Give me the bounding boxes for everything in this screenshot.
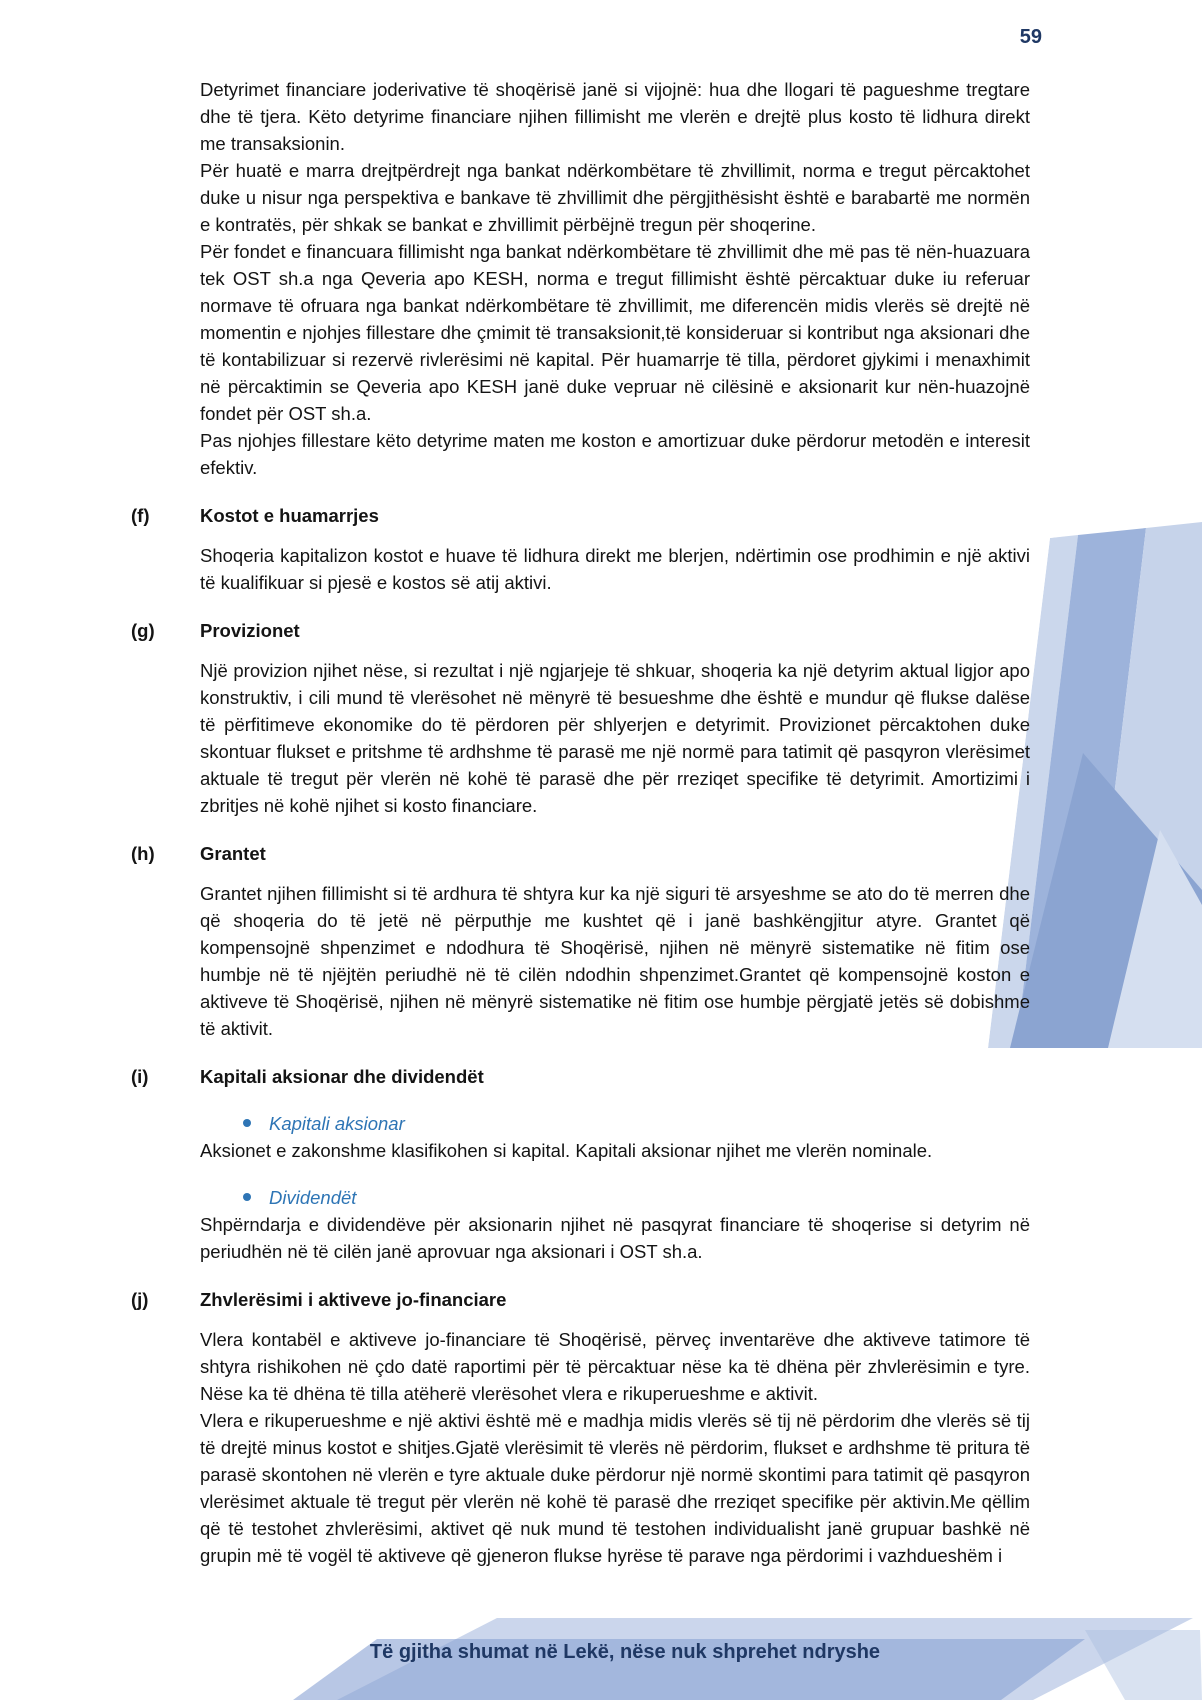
section-g: [131, 617, 1030, 819]
section-title: Zhvlerësimi i aktiveve jo-financiare: [200, 1289, 507, 1310]
section-heading: [131, 1286, 1030, 1313]
bullet-icon: [243, 1193, 251, 1201]
section-label: (h): [131, 843, 155, 864]
section-label: (j): [131, 1289, 149, 1310]
section-title: Kapitali aksionar dhe dividendët: [200, 1066, 484, 1087]
section-heading: [131, 502, 1030, 529]
section-label: (f): [131, 505, 150, 526]
paragraph: Shoqeria kapitalizon kostot e huave të lidhura direkt me blerjen, ndërtimin ose prodhimin e një aktivi të kualifikuar si pjesë e kostos së atij aktivi.: [200, 545, 1030, 593]
section-heading: [131, 617, 1030, 644]
section-label: (g): [131, 620, 155, 641]
paragraph: Pas njohjes fillestare këto detyrime maten me koston e amortizuar duke përdorur metodën e interesit efektiv.: [200, 430, 1030, 478]
intro-paragraphs: [131, 76, 1030, 481]
paragraph: Vlera e rikuperueshme e një aktivi është më e madhja midis vlerës së tij në përdorim dhe vlerës së tij të drejtë minus kostot e shitjes.Gjatë vlerësimit të vlerës në përdorim, flukset e ardhshme të pritura të parasë skontohen në vlerën e tyre aktuale duke përdorur një normë skontimi para tatimit që pasqyron vlerësimet aktuale të tregut për vlerën në kohë të parasë dhe rreziqet specifike për aktivin.Me qëllim që të testohet zhvlerësimi, aktivet që nuk mund të testohen individualisht janë grupuar bashkë në grupin më të vogël të aktiveve që gjeneron flukse hyrëse të parave nga përdorimi i vazhdueshëm i: [200, 1410, 1030, 1566]
paragraph: Për fondet e financuara fillimisht nga bankat ndërkombëtare të zhvillimit dhe më pas të nën-huazuara tek OST sh.a nga Qeveria apo KESH, norma e tregut fillimisht është përcaktuar duke iu referuar normave të ofruara nga bankat ndërkombëtare të zhvillimit, me diferencën midis vlerës së drejtë në momentin e njohjes fillestare dhe çmimit të transaksionit,të konsideruar si kontribut nga aksionari dhe të kontabilizuar si rezervë rivlerësimi në kapital. Për huamarrje të tilla, përdoret gjykimi i menaxhimit në përcaktimin se Qeveria apo KESH janë duke vepruar në cilësinë e aksionarit kur nën-huazojnë fondet për OST sh.a.: [200, 241, 1030, 424]
page-content: [131, 76, 1030, 1569]
bullet-label: Dividendët: [269, 1187, 357, 1208]
paragraph: Detyrimet financiare joderivative të shoqërisë janë si vijojnë: hua dhe llogari të pagueshme tregtare dhe të tjera. Këto detyrime financiare njihen fillimisht me vlerën e drejtë plus kosto të lidhura direkt me transaksionin.: [200, 79, 1030, 154]
bullet-item-dividendet: [243, 1184, 1030, 1211]
paragraph: Shpërndarja e dividendëve për aksionarin njihet në pasqyrat financiare të shoqerise si detyrim në periudhën në të cilën janë aprovuar nga aksionari i OST sh.a.: [200, 1214, 1030, 1262]
section-body: [131, 1110, 1030, 1265]
paragraph: Për huatë e marra drejtpërdrejt nga bankat ndërkombëtare të zhvillimit, norma e tregut përcaktohet duke u nisur nga perspektiva e bankave të zhvillimit dhe përgjithësisht është e barabartë me normën e kontratës, për shkak se bankat e zhvillimit përbëjnë tregun për shoqerine.: [200, 160, 1030, 235]
section-title: Provizionet: [200, 620, 300, 641]
paragraph: Grantet njihen fillimisht si të ardhura të shtyra kur ka një siguri të arsyeshme se ato do të merren dhe që shoqeria do të jetë në përputhje me kushtet që i janë bashkëngjitur atyre. Grantet që kompensojnë shpenzimet e ndodhura të Shoqërisë, njihen në mënyrë sistematike në fitim ose humbje në të njëjtën periudhë në të cilën ndodhin shpenzimet.Grantet që kompensojnë koston e aktiveve të Shoqërisë, njihen në mënyrë sistematike në fitim ose humbje përgjatë jetës së dobishme të aktivit.: [200, 883, 1030, 1039]
section-heading: [131, 1063, 1030, 1090]
section-f: [131, 502, 1030, 596]
section-body: [131, 657, 1030, 819]
section-title: Grantet: [200, 843, 266, 864]
section-body: [131, 1326, 1030, 1569]
section-j: [131, 1286, 1030, 1569]
section-h: [131, 840, 1030, 1042]
section-body: [131, 542, 1030, 596]
section-body: [131, 880, 1030, 1042]
section-label: (i): [131, 1066, 149, 1087]
paragraph: Një provizion njihet nëse, si rezultat i një ngjarjeje të shkuar, shoqeria ka një detyrim aktual ligjor apo konstruktiv, i cili mund të vlerësohet në mënyrë të besueshme dhe është e mundur që flukse dalëse të përfitimeve ekonomike do të përdoren për shlyerjen e detyrimit. Provizionet përcaktohen duke skontuar flukset e pritshme të ardhshme të parasë me një normë para tatimit që pasqyron vlerësimet aktuale të tregut për vlerën në kohë të parasë dhe për rreziqet specifike të detyrimit. Amortizimi i zbritjes në kohë njihet si kosto financiare.: [200, 660, 1030, 816]
footer-note: Të gjitha shumat në Lekë, nëse nuk shprehet ndryshe: [369, 1641, 881, 1663]
paragraph: Aksionet e zakonshme klasifikohen si kapital. Kapitali aksionar njihet me vlerën nominale.: [200, 1140, 933, 1161]
paragraph: Vlera kontabël e aktiveve jo-financiare të Shoqërisë, përveç inventarëve dhe aktiveve tatimore të shtyra rishikohen në çdo datë raportimi për të përcaktuar nëse ka të dhëna për zhvlerësimin e tyre. Nëse ka të dhëna të tilla atëherë vlerësohet vlera e rikuperueshme e aktivit.: [200, 1329, 1030, 1404]
bullet-icon: [243, 1119, 251, 1127]
section-i: [131, 1063, 1030, 1265]
page-number: 59: [1019, 26, 1042, 48]
bullet-label: Kapitali aksionar: [269, 1113, 405, 1134]
section-title: Kostot e huamarrjes: [200, 505, 379, 526]
bullet-item-kapitali-aksionar: [243, 1110, 1030, 1137]
section-heading: [131, 840, 1030, 867]
